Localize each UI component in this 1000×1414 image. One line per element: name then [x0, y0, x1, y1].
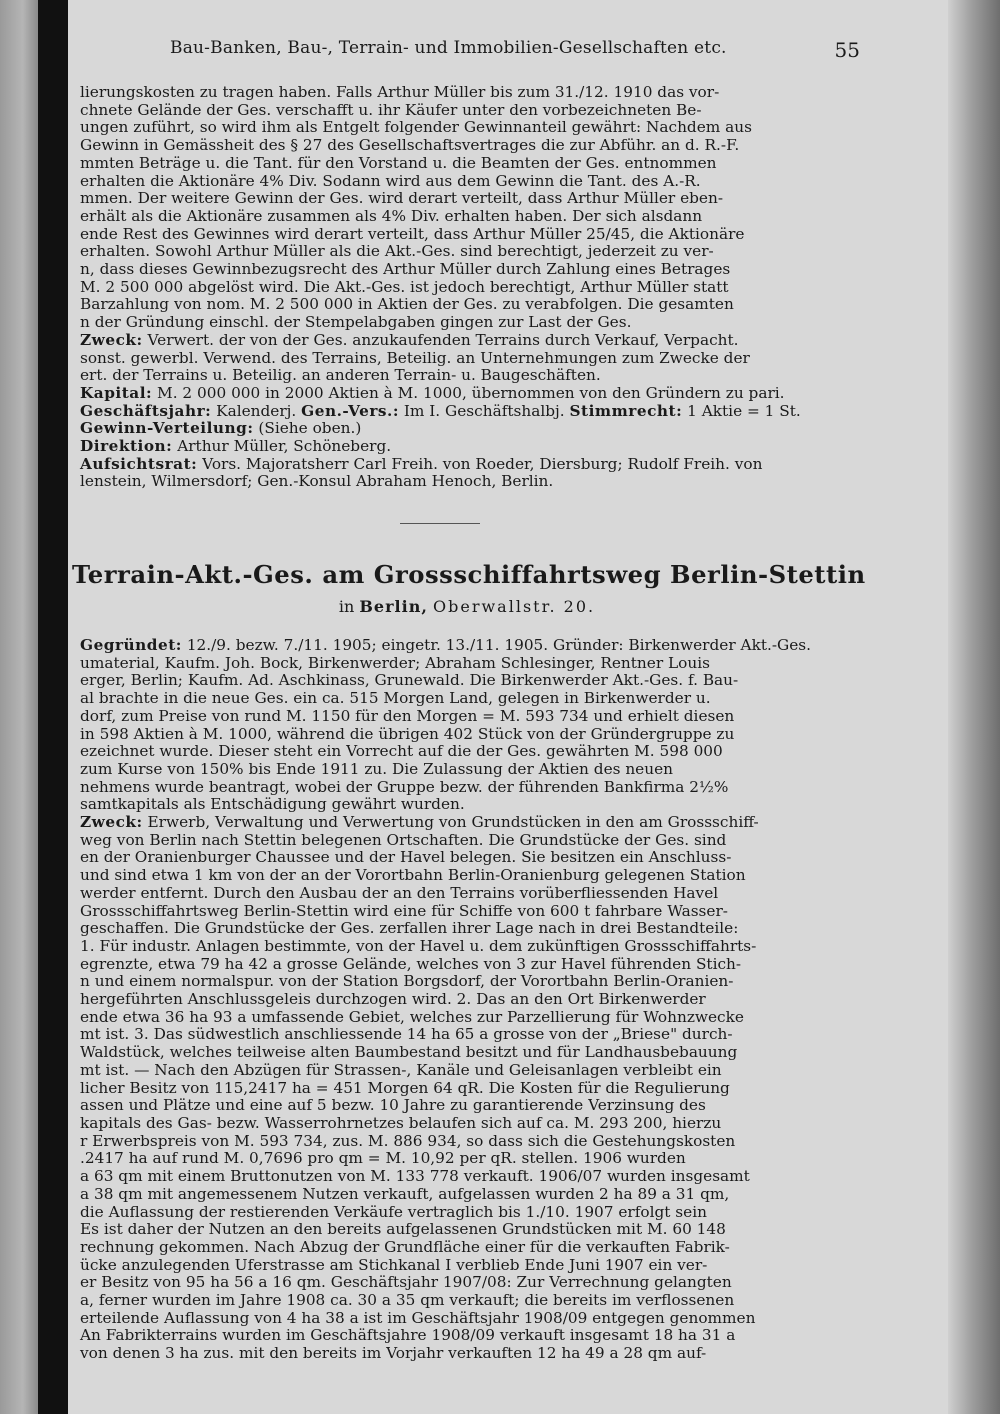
kapital-text: M. 2 000 000 in 2000 Aktien à M. 1000, übernommen von den Gründern zu pari. [157, 383, 785, 402]
body-line: werder entfernt. Durch den Ausbau der an den Terrains vorüberfliessenden Havel [80, 883, 719, 902]
running-header: Bau-Banken, Bau-, Terrain- und Immobilien-Gesellschaften etc. [170, 38, 727, 58]
zweck-text: Verwert. der von der Ges. anzukaufenden Terrains durch Verkauf, Verpacht. [147, 330, 739, 349]
body-line: Barzahlung von nom. M. 2 500 000 in Aktien der Ges. zu verabfolgen. Die gesamten [80, 295, 734, 314]
body-line: 1. Für industr. Anlagen bestimmte, von der Havel u. dem zukünftigen Grossschiffahrts- [80, 936, 757, 955]
page-edge-shadow [948, 0, 1000, 1414]
body-line: n, dass dieses Gewinnbezugsrecht des Arthur Müller durch Zahlung eines Betrages [80, 260, 731, 279]
zweck-text: Erwerb, Verwaltung und Verwertung von Grundstücken in den am Grossschiff- [147, 813, 759, 832]
gen-vers-label: Gen.-Vers.: [301, 401, 399, 420]
body-line: erhalten die Aktionäre 4% Div. Sodann wird aus dem Gewinn die Tant. des A.-R. [80, 171, 701, 190]
body-line: Grossschiffahrtsweg Berlin-Stettin wird eine für Schiffe von 600 t fahrbare Wasser- [80, 901, 728, 920]
zweck-entry [80, 332, 855, 350]
section-divider [400, 523, 480, 524]
body-line: sonst. gewerbl. Verwend. des Terrains, Beteilig. an Unternehmungen zum Zwecke der [80, 348, 750, 367]
body-line: lenstein, Wilmersdorf; Gen.-Konsul Abraham Henoch, Berlin. [80, 472, 554, 491]
zweck-entry [80, 814, 855, 832]
body-line: ende Rest des Gewinnes wird derart verteilt, dass Arthur Müller 25/45, die Aktionäre [80, 224, 745, 243]
geschaeftsjahr-entry [80, 403, 855, 421]
section-1-body [80, 84, 855, 491]
geschaeftsjahr-text: Kalenderj. [216, 401, 297, 420]
body-line: r Erwerbspreis von M. 593 734, zus. M. 886 934, so dass sich die Gestehungskosten [80, 1131, 736, 1150]
location-address: Oberwallstr. 20. [433, 597, 596, 616]
body-line: mt ist. — Nach den Abzügen für Strassen-, Kanäle und Geleisanlagen verbleibt ein [80, 1060, 722, 1079]
body-line: und sind etwa 1 km von der an der Vorortbahn Berlin-Oranienburg gelegenen Station [80, 866, 746, 885]
body-line: kapitals des Gas- bezw. Wasserrohrnetzes belaufen sich auf ca. M. 293 200, hierzu [80, 1113, 722, 1132]
aufsichtsrat-entry [80, 456, 855, 474]
body-line: erhält als die Aktionäre zusammen als 4% Div. erhalten haben. Der sich alsdann [80, 206, 703, 225]
gewinn-verteilung-label: Gewinn-Verteilung: [80, 419, 254, 438]
body-line: Es ist daher der Nutzen an den bereits aufgelassenen Grundstücken mit M. 60 148 [80, 1220, 726, 1239]
book-gutter [38, 0, 68, 1414]
body-line: dorf, zum Preise von rund M. 1150 für den Morgen = M. 593 734 und erhielt diesen [80, 706, 735, 725]
direktion-label: Direktion: [80, 437, 173, 456]
body-line: assen und Plätze und eine auf 5 bezw. 10 Jahre zu garantierende Verzinsung des [80, 1096, 706, 1115]
body-line: egrenzte, etwa 79 ha 42 a grosse Gelände, welches von 3 zur Havel führenden Stich- [80, 954, 742, 973]
body-line: n der Gründung einschl. der Stempelabgaben gingen zur Last der Ges. [80, 313, 632, 332]
body-line: ungen zuführt, so wird ihm als Entgelt folgender Gewinnanteil gewährt: Nachdem aus [80, 118, 752, 137]
location-city: Berlin, [359, 597, 428, 616]
body-line: zum Kurse von 150% bis Ende 1911 zu. Die Zulassung der Aktien des neuen [80, 759, 673, 778]
gen-vers-text: Im I. Geschäftshalbj. [403, 401, 565, 420]
gewinn-verteilung-text: (Siehe oben.) [258, 419, 362, 438]
body-line: An Fabrikterrains wurden im Geschäftsjahre 1908/09 verkauft insgesamt 18 ha 31 a [80, 1326, 736, 1345]
body-line: erteilende Auflassung von 4 ha 38 a ist im Geschäftsjahr 1908/09 entgegen genommen [80, 1308, 756, 1327]
kapital-entry [80, 385, 855, 403]
body-line: mmten Beträge u. die Tant. für den Vorstand u. die Beamten der Ges. entnommen [80, 153, 717, 172]
body-line: a, ferner wurden im Jahre 1908 ca. 30 a 35 qm verkauft; die bereits im verflossenen [80, 1291, 735, 1310]
body-line: samtkapitals als Entschädigung gewährt wurden. [80, 795, 465, 814]
stimmrecht-text: 1 Aktie = 1 St. [687, 401, 801, 420]
direktion-entry [80, 438, 855, 456]
body-line: erger, Berlin; Kaufm. Ad. Aschkinass, Grunewald. Die Birkenwerder Akt.-Ges. f. Bau- [80, 671, 739, 690]
body-line: ende etwa 36 ha 93 a umfassende Gebiet, welches zur Parzellierung für Wohnzwecke [80, 1007, 744, 1026]
body-line: hergeführten Anschlussgeleis durchzogen wird. 2. Das an den Ort Birkenwerder [80, 990, 706, 1009]
section-2-body [80, 637, 855, 1363]
stimmrecht-label: Stimmrecht: [569, 401, 683, 420]
body-line: rechnung gekommen. Nach Abzug der Grundfläche einer für die verkauften Fabrik- [80, 1237, 730, 1256]
direktion-text: Arthur Müller, Schöneberg. [177, 437, 392, 456]
body-line: a 63 qm mit einem Bruttonutzen von M. 133 778 verkauft. 1906/07 wurden insgesamt [80, 1167, 750, 1186]
body-line: M. 2 500 000 abgelöst wird. Die Akt.-Ges. ist jedoch berechtigt, Arthur Müller statt [80, 277, 729, 296]
page-number: 55 [834, 38, 860, 62]
body-line: er Besitz von 95 ha 56 a 16 qm. Geschäftsjahr 1907/08: Zur Verrechnung gelangten [80, 1273, 732, 1292]
body-line: ert. der Terrains u. Beteilig. an anderen Terrain- u. Baugeschäften. [80, 366, 601, 385]
body-line: von denen 3 ha zus. mit den bereits im Vorjahr verkauften 12 ha 49 a 28 qm auf- [80, 1344, 707, 1363]
body-line: geschaffen. Die Grundstücke der Ges. zerfallen ihrer Lage nach in drei Bestandteile: [80, 919, 739, 938]
body-line: mt ist. 3. Das südwestlich anschliessende 14 ha 65 a grosse von der „Briese" durch- [80, 1025, 733, 1044]
body-line: nehmens wurde beantragt, wobei der Gruppe bezw. der führenden Bankfirma 2½% [80, 777, 729, 796]
body-line: die Auflassung der restierenden Verkäufe vertraglich bis 1./10. 1907 erfolgt sein [80, 1202, 707, 1221]
body-line: lierungskosten zu tragen haben. Falls Arthur Müller bis zum 31./12. 1910 das vor- [80, 83, 720, 101]
body-line: chnete Gelände der Ges. verschafft u. ihr Käufer unter den vorbezeichneten Be- [80, 100, 702, 119]
aufsichtsrat-text: Vors. Majoratsherr Carl Freih. von Roeder, Diersburg; Rudolf Freih. von [202, 454, 763, 473]
body-line: Waldstück, welches teilweise alten Baumbestand besitzt und für Landhausbebauung [80, 1043, 738, 1062]
company-location [72, 597, 862, 616]
geschaeftsjahr-label: Geschäftsjahr: [80, 401, 212, 420]
body-line: al brachte in die neue Ges. ein ca. 515 Morgen Land, gelegen in Birkenwerder u. [80, 689, 711, 708]
company-title: Terrain-Akt.-Ges. am Grossschiffahrtsweg Berlin-Stettin [72, 560, 866, 589]
body-line: mmen. Der weitere Gewinn der Ges. wird derart verteilt, dass Arthur Müller eben- [80, 189, 724, 208]
body-line: in 598 Aktien à M. 1000, während die übrigen 402 Stück von der Gründergruppe zu [80, 724, 735, 743]
kapital-label: Kapital: [80, 383, 153, 402]
aufsichtsrat-label: Aufsichtsrat: [80, 454, 198, 473]
zweck-label: Zweck: [80, 330, 143, 349]
gegruendet-entry [80, 637, 855, 655]
body-line: .2417 ha auf rund M. 0,7696 pro qm = M. 10,92 per qR. stellen. 1906 wurden [80, 1149, 686, 1168]
body-line: en der Oranienburger Chaussee und der Havel belegen. Sie besitzen ein Anschluss- [80, 848, 732, 867]
gegruendet-label: Gegründet: [80, 636, 182, 654]
gewinn-verteilung-entry [80, 420, 855, 438]
body-line: ücke anzulegenden Uferstrasse am Stichkanal I verblieb Ende Juni 1907 ein ver- [80, 1255, 708, 1274]
body-line: licher Besitz von 115,2417 ha = 451 Morgen 64 qR. Die Kosten für die Regulierung [80, 1078, 730, 1097]
body-line: a 38 qm mit angemessenem Nutzen verkauft, aufgelassen wurden 2 ha 89 a 31 qm, [80, 1184, 730, 1203]
adjacent-page-strip [0, 0, 38, 1414]
location-prefix: in [338, 597, 355, 616]
body-line: ezeichnet wurde. Dieser steht ein Vorrecht auf die der Ges. gewährten M. 598 000 [80, 742, 723, 761]
gegruendet-text: 12./9. bezw. 7./11. 1905; eingetr. 13./11. 1905. Gründer: Birkenwerder Akt.-Ges. [186, 636, 811, 654]
body-line: Gewinn in Gemässheit des § 27 des Gesellschaftsvertrages die zur Abführ. an d. R.-F. [80, 136, 740, 155]
zweck-label: Zweck: [80, 813, 143, 832]
body-line: umaterial, Kaufm. Joh. Bock, Birkenwerder; Abraham Schlesinger, Rentner Louis [80, 653, 710, 672]
body-line: n und einem normalspur. von der Station Borgsdorf, der Vorortbahn Berlin-Oranien- [80, 972, 734, 991]
body-line: weg von Berlin nach Stettin belegenen Ortschaften. Die Grundstücke der Ges. sind [80, 830, 727, 849]
body-line: erhalten. Sowohl Arthur Müller als die Akt.-Ges. sind berechtigt, jederzeit zu ver- [80, 242, 714, 261]
